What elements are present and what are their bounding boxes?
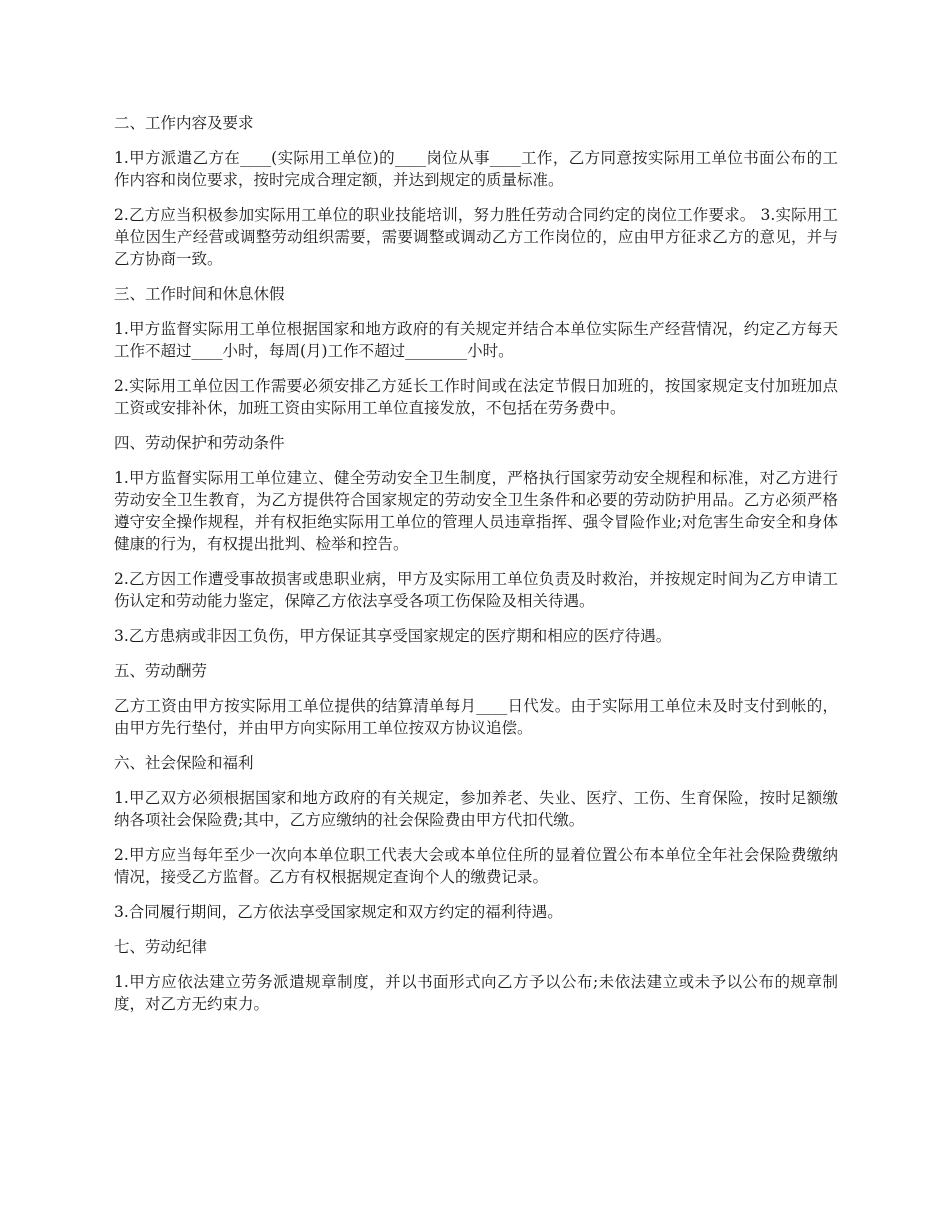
paragraph: 2.甲方应当每年至少一次向本单位职工代表大会或本单位住所的显着位置公布本单位全年社会保险费缴纳情况，接受乙方监督。乙方有权根据规定查询个人的缴费记录。 — [114, 846, 838, 886]
section-heading-labor-protection: 四、劳动保护和劳动条件 — [114, 434, 285, 452]
paragraph: 1.甲乙双方必须根据国家和地方政府的有关规定，参加养老、失业、医疗、工伤、生育保险，按时足额缴纳各项社会保险费;其中，乙方应缴纳的社会保险费由甲方代扣代缴。 — [114, 789, 838, 829]
section-heading-remuneration: 五、劳动酬劳 — [114, 662, 208, 680]
section-heading-labor-discipline: 七、劳动纪律 — [114, 938, 208, 956]
document-body — [114, 112, 838, 1028]
section-heading-working-hours: 三、工作时间和休息休假 — [114, 285, 285, 303]
paragraph: 2.实际用工单位因工作需要必须安排乙方延长工作时间或在法定节假日加班的，按国家规定支付加班加点工资或安排补休，加班工资由实际用工单位直接发放，不包括在劳务费中。 — [114, 377, 838, 417]
paragraph: 乙方工资由甲方按实际用工单位提供的结算清单每月____日代发。由于实际用工单位未及时支付到帐的，由甲方先行垫付，并由甲方向实际用工单位按双方协议追偿。 — [114, 697, 838, 737]
section-heading-work-content: 二、工作内容及要求 — [114, 114, 254, 132]
paragraph: 2.乙方因工作遭受事故损害或患职业病，甲方及实际用工单位负责及时救治，并按规定时间为乙方申请工伤认定和劳动能力鉴定，保障乙方依法享受各项工伤保险及相关待遇。 — [114, 570, 838, 610]
paragraph: 2.乙方应当积极参加实际用工单位的职业技能培训，努力胜任劳动合同约定的岗位工作要求。 3.实际用工单位因生产经营或调整劳动组织需要，需要调整或调动乙方工作岗位的，应由甲方征求乙方的意见，并与乙方协商一致。 — [114, 206, 838, 268]
paragraph: 1.甲方派遣乙方在____(实际用工单位)的____岗位从事____工作，乙方同意按实际用工单位书面公布的工作内容和岗位要求，按时完成合理定额，并达到规定的质量标准。 — [114, 149, 838, 189]
paragraph: 1.甲方监督实际用工单位建立、健全劳动安全卫生制度，严格执行国家劳动安全规程和标准，对乙方进行劳动安全卫生教育，为乙方提供符合国家规定的劳动安全卫生条件和必要的劳动防护用品。乙方必须严格遵守安全操作规程，并有权拒绝实际用工单位的管理人员违章指挥、强令冒险作业;对危害生命安全和身体健康的行为，有权提出批判、检举和控告。 — [114, 469, 838, 553]
section-heading-social-insurance: 六、社会保险和福利 — [114, 754, 254, 772]
paragraph: 1.甲方应依法建立劳务派遣规章制度，并以书面形式向乙方予以公布;未依法建立或未予以公布的规章制度，对乙方无约束力。 — [114, 973, 838, 1013]
paragraph: 3.乙方患病或非因工负伤，甲方保证其享受国家规定的医疗期和相应的医疗待遇。 — [114, 627, 672, 645]
paragraph: 3.合同履行期间，乙方依法享受国家规定和双方约定的福利待遇。 — [114, 903, 563, 921]
paragraph: 1.甲方监督实际用工单位根据国家和地方政府的有关规定并结合本单位实际生产经营情况，约定乙方每天工作不超过____小时，每周(月)工作不超过________小时。 — [114, 320, 838, 360]
